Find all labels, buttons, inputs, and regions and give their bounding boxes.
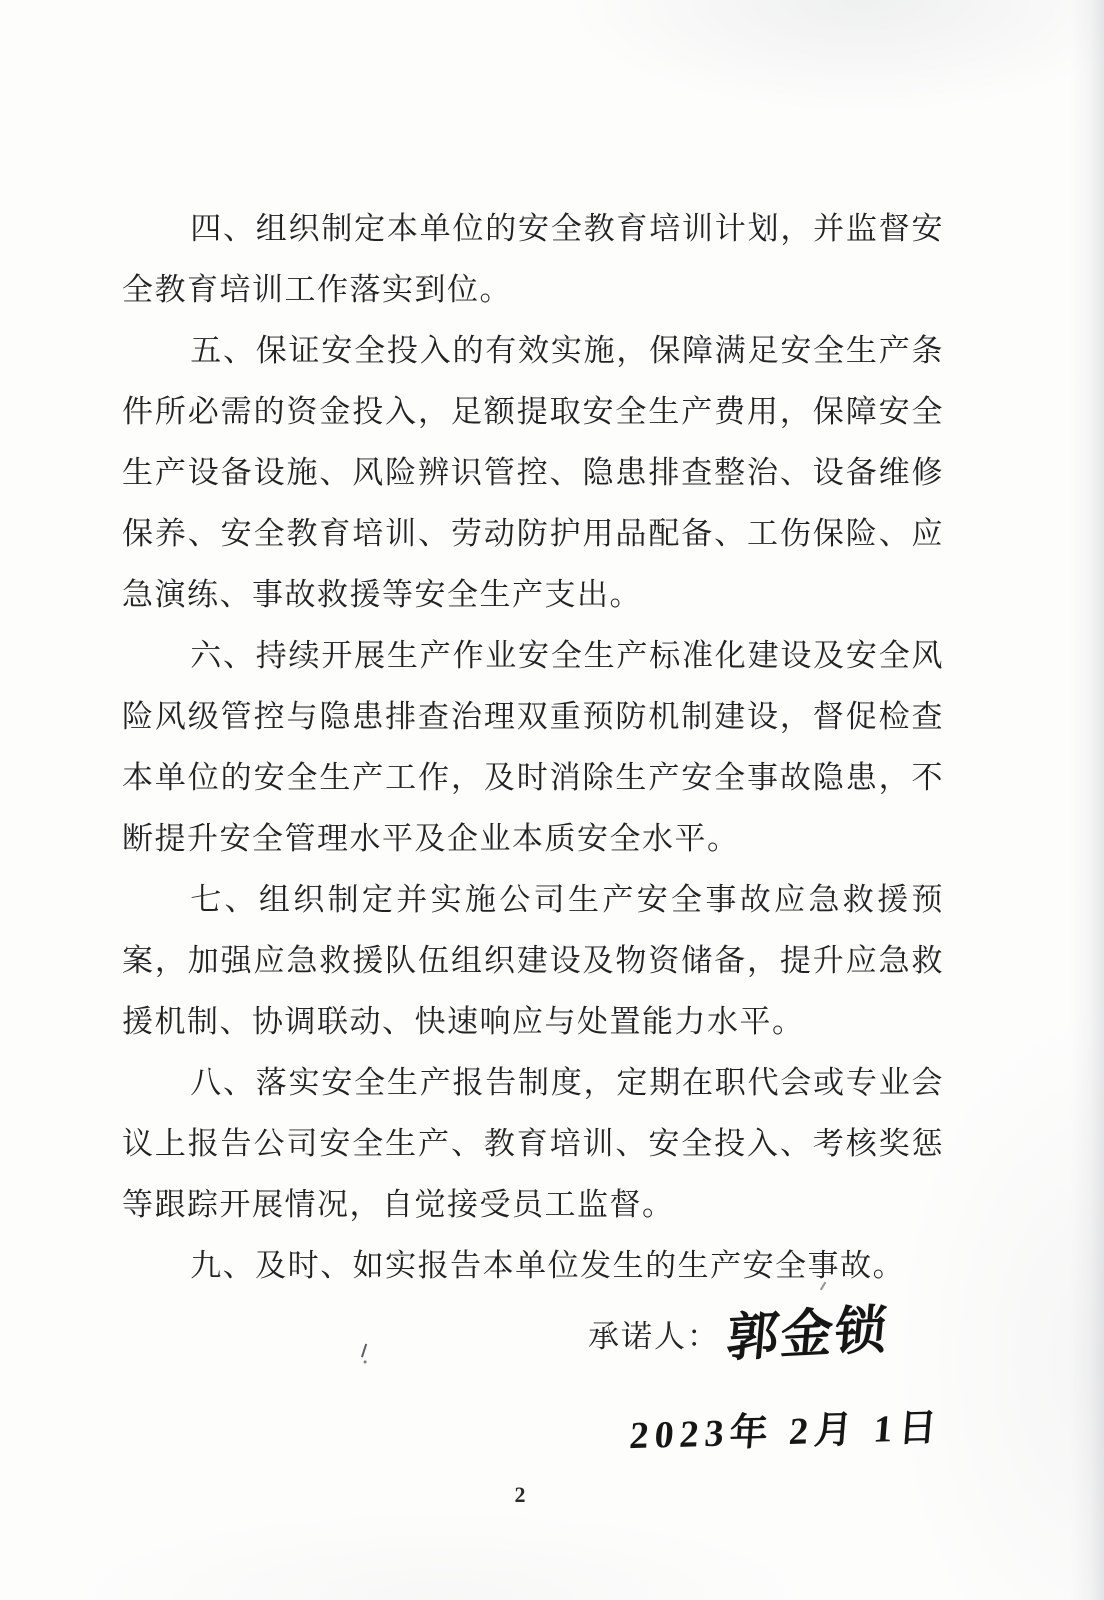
signer-label: 承诺人： — [588, 1319, 720, 1354]
commitment-clause-8: 八、落实安全生产报告制度，定期在职代会或专业会议上报告公司安全生产、教育培训、安全投入、考核奖惩等跟踪开展情况，自觉接受员工监督。 — [122, 1065, 944, 1222]
commitment-clause-7: 七、组织制定并实施公司生产安全事故应急救援预案，加强应急救援队伍组织建设及物资储备，提升应急救援机制、协调联动、快速响应与处置能力水平。 — [122, 882, 944, 1039]
commitment-clause-9: 九、及时、如实报告本单位发生的生产安全事故。 — [190, 1248, 906, 1283]
date-handwritten: 2023年 2月 1日 — [628, 1406, 945, 1458]
commitment-clause-5: 五、保证安全投入的有效实施，保障满足安全生产条件所必需的资金投入，足额提取安全生产费用，保障安全生产设备设施、风险辨识管控、隐患排查整治、设备维修保养、安全教育培训、劳动防护用品配备、工伤保险、应急演练、事故救援等安全生产支出。 — [122, 333, 944, 612]
signature-handwritten: 郭金锁 — [724, 1302, 892, 1368]
commitment-clause-6: 六、持续开展生产作业安全生产标准化建设及安全风险风级管控与隐患排查治理双重预防机制建设，督促检查本单位的安全生产工作，及时消除生产安全事故隐患，不断提升安全管理水平及企业本质安全水平。 — [122, 638, 944, 856]
page-number: 2 — [514, 1482, 526, 1507]
signature-row — [588, 1296, 892, 1371]
document-body — [122, 198, 944, 1296]
scan-artifact — [361, 1344, 370, 1359]
commitment-clause-4: 四、组织制定本单位的安全教育培训计划，并监督安全教育培训工作落实到位。 — [122, 211, 944, 307]
